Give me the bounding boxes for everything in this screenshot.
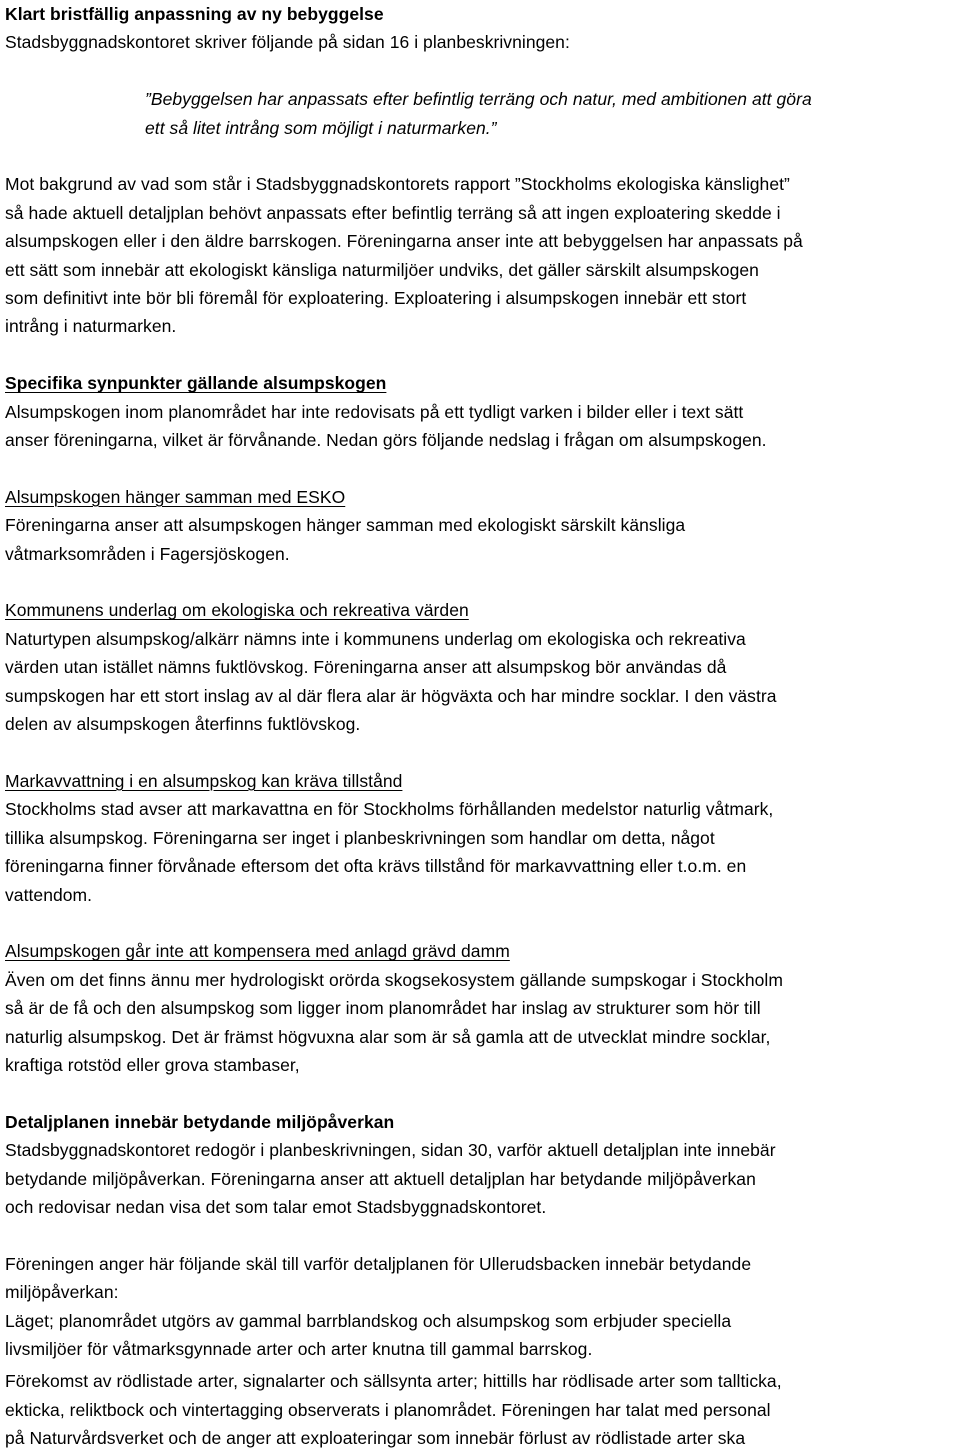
paragraph-line: Alsumpskogen inom planområdet har inte redovisats på ett tydligt varken i bilder eller i text sätt: [5, 401, 744, 422]
paragraph-line: naturlig alsumpskog. Det är främst högvuxna alar som är så gamla att de utvecklat mindre socklar,: [5, 1026, 771, 1047]
paragraph-line: Även om det finns ännu mer hydrologiskt orörda skogsekosystem gällande sumpskogar i Stockholm: [5, 969, 783, 990]
paragraph-line: anser föreningarna, vilket är förvånande. Nedan görs följande nedslag i frågan om alsumpskogen.: [5, 430, 767, 451]
paragraph-line: som definitivt inte bör bli föremål för exploatering. Exploatering i alsumpskogen innebär ett stort: [5, 288, 747, 309]
paragraph-line: kraftiga rotstöd eller grova stambaser,: [5, 1054, 300, 1075]
paragraph-line: föreningarna finner förvånade eftersom det ofta krävs tillstånd för markavvattning eller t.o.m. en: [5, 856, 747, 877]
paragraph-1: [5, 170, 957, 340]
paragraph-reasons: [5, 1250, 957, 1364]
section-environmental-impact: [5, 1108, 957, 1222]
paragraph-line: värden utan istället nämns fuktlövskog. Föreningarna anser att alsumpskog bör användas då: [5, 657, 727, 678]
paragraph-line: betydande miljöpåverkan. Föreningarna anser att aktuell detaljplan har betydande miljöpåverkan: [5, 1168, 756, 1189]
paragraph-line: tillika alsumpskog. Föreningarna ser inget i planbeskrivningen som handlar om detta, något: [5, 827, 715, 848]
section-heading: Specifika synpunkter gällande alsumpskogen: [5, 373, 387, 394]
section-specific-points: [5, 369, 957, 454]
paragraph-line: delen av alsumpskogen återfinns fuktlövskog.: [5, 714, 361, 735]
main-heading: Klart bristfällig anpassning av ny bebyggelse: [5, 4, 384, 24]
paragraph-line: miljöpåverkan:: [5, 1282, 119, 1303]
paragraph-line: Naturtypen alsumpskog/alkärr nämns inte i kommunens underlag om ekologiska och rekreativa: [5, 628, 746, 649]
paragraph-line: Läget; planområdet utgörs av gammal barrblandskog och alsumpskog som erbjuder speciella: [5, 1310, 732, 1331]
paragraph-line: Stockholms stad avser att markavattna en för Stockholms förhållanden medelstor naturlig våtmark,: [5, 799, 774, 820]
quote-line: ”Bebyggelsen har anpassats efter befintlig terräng och natur, med ambitionen att göra: [145, 89, 812, 110]
subsection-drainage: [5, 767, 957, 909]
intro-line: Stadsbyggnadskontoret skriver följande på sidan 16 i planbeskrivningen:: [5, 32, 570, 53]
subsection-heading: Kommunens underlag om ekologiska och rekreativa värden: [5, 600, 469, 621]
paragraph-line: så hade aktuell detaljplan behövt anpassats efter befintlig terräng så att ingen exploatering skedde i: [5, 202, 781, 223]
subsection-compensation: [5, 937, 957, 1079]
paragraph-line: Mot bakgrund av vad som står i Stadsbyggnadskontorets rapport ”Stockholms ekologiska känslighet”: [5, 174, 790, 195]
subsection-heading: Alsumpskogen går inte att kompensera med anlagd grävd damm: [5, 941, 510, 962]
paragraph-line: ekticka, reliktbock och vintertagging observerats i planområdet. Föreningen har talat med personal: [5, 1399, 771, 1420]
paragraph-line: livsmiljöer för våtmarksgynnade arter och arter knutna till gammal barrskog.: [5, 1338, 593, 1359]
subsection-esko: [5, 483, 957, 568]
paragraph-line: sumpskogen har ett stort inslag av al där flera alar är högväxta och har mindre socklar. I den västra: [5, 685, 777, 706]
subsection-municipal-basis: [5, 596, 957, 738]
paragraph-line: intrång i naturmarken.: [5, 316, 177, 337]
paragraph-line: alsumpskogen eller i den äldre barrskogen. Föreningarna anser inte att bebyggelsen har anpassats på: [5, 231, 803, 252]
block-quote: [5, 85, 957, 142]
section-heading: Detaljplanen innebär betydande miljöpåverkan: [5, 1111, 395, 1132]
paragraph-line: så är de få och den alsumpskog som ligger inom planområdet har inslag av strukturer som hör till: [5, 998, 761, 1019]
paragraph-line: och redovisar nedan visa det som talar emot Stadsbyggnadskontoret.: [5, 1196, 547, 1217]
paragraph-line: Föreningen anger här följande skäl till varför detaljplanen för Ullerudsbacken innebär betydande: [5, 1253, 752, 1274]
paragraph-line: Stadsbyggnadskontoret redogör i planbeskrivningen, sidan 30, varför aktuell detaljplan inte innebär: [5, 1140, 776, 1161]
subsection-heading: Markavvattning i en alsumpskog kan kräva tillstånd: [5, 770, 403, 791]
paragraph-line: Föreningarna anser att alsumpskogen hänger samman med ekologiskt särskilt känsliga: [5, 515, 686, 536]
document-page: [5, 0, 957, 1453]
paragraph-line: våtmarksområden i Fagersjöskogen.: [5, 543, 290, 564]
paragraph-line: ett sätt som innebär att ekologiskt känsliga naturmiljöer undviks, det gäller särskilt alsumpskogen: [5, 259, 759, 280]
paragraph-line: på Naturvårdsverket och de anger att exploateringar som innebär förlust av rödlistade arter ska: [5, 1428, 746, 1449]
paragraph-line: vattendom.: [5, 884, 93, 905]
paragraph-line: Förekomst av rödlistade arter, signalarter och sällsynta arter; hittills har rödlisade arter som tallticka,: [5, 1371, 782, 1392]
quote-line: ett så litet intrång som möjligt i naturmarken.”: [145, 117, 497, 138]
subsection-heading: Alsumpskogen hänger samman med ESKO: [5, 486, 346, 507]
paragraph-redlisted: [5, 1367, 957, 1452]
